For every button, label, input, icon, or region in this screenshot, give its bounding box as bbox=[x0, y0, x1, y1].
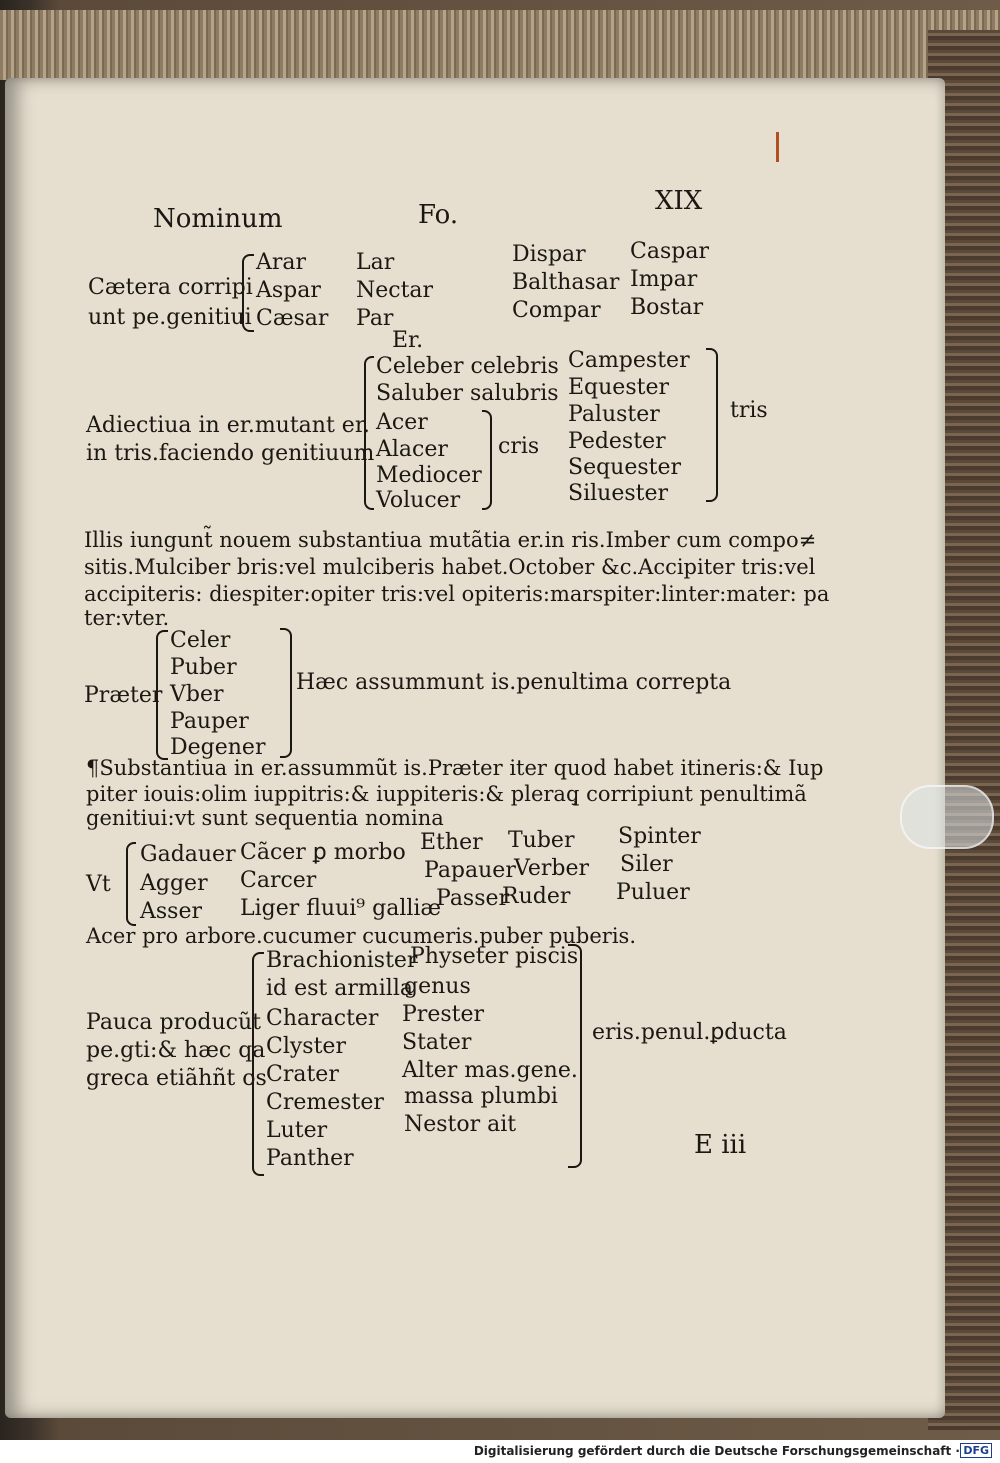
s4-c5-2: Puluer bbox=[616, 880, 690, 905]
s5-label-line1: Pauca producũt bbox=[86, 1010, 261, 1035]
s1-label-line1: Cætera corripi bbox=[88, 275, 253, 300]
s5-c1-5: Cremester bbox=[266, 1090, 384, 1115]
s5-c1-3: Clyster bbox=[266, 1034, 346, 1059]
p1-line1: Illis iungunt̃ nouem substantiua mutãtia er.in ris.Imber cum compo≠ bbox=[84, 528, 817, 552]
s5-suffix: eris.penul.ꝑducta bbox=[592, 1020, 787, 1045]
s3-word-1: Puber bbox=[170, 655, 237, 680]
s2-brace-right bbox=[706, 348, 718, 502]
s5-c2-5: massa plumbi bbox=[404, 1084, 558, 1109]
s1-brace bbox=[242, 254, 254, 332]
footer-bar bbox=[0, 1440, 1000, 1463]
s4-tail: Acer pro arbore.cucumer cucumeris.puber puberis. bbox=[86, 924, 636, 948]
s4-c4-2: Ruder bbox=[502, 884, 571, 909]
page-clip bbox=[900, 785, 994, 849]
s1-c1-2: Cæsar bbox=[256, 306, 329, 331]
s1-c4-1: Impar bbox=[630, 267, 698, 292]
s4-c3-0: Ether bbox=[420, 830, 483, 855]
bookmark-ribbon bbox=[776, 132, 779, 162]
s1-c3-2: Compar bbox=[512, 298, 601, 323]
signature-mark: E iii bbox=[694, 1130, 747, 1160]
s2-label-line2: in tris.faciendo genitiuum bbox=[86, 441, 375, 466]
s4-c2-2: Liger fluui⁹ galliæ bbox=[240, 896, 442, 921]
s2-c1-1: Saluber salubris bbox=[376, 381, 559, 406]
s2-heading: Er. bbox=[392, 328, 424, 353]
s1-c3-1: Balthasar bbox=[512, 270, 620, 295]
s5-c1-1: id est armilla bbox=[266, 976, 413, 1001]
s1-c4-0: Caspar bbox=[630, 239, 709, 264]
dfg-logo-icon: DFG bbox=[960, 1443, 992, 1458]
s4-c4-0: Tuber bbox=[508, 828, 575, 853]
running-head-left: Nominum bbox=[153, 204, 283, 234]
s2-brace-left bbox=[364, 356, 374, 510]
s1-c1-1: Aspar bbox=[256, 278, 321, 303]
s4-c1-2: Asser bbox=[140, 899, 203, 924]
s5-c2-0: Physeter piscis bbox=[410, 944, 579, 969]
s2-c1-4: Mediocer bbox=[376, 463, 482, 488]
s5-brace-right bbox=[568, 944, 582, 1168]
folio-number: XIX bbox=[655, 186, 703, 216]
s3-brace-right bbox=[280, 628, 292, 758]
s1-c2-1: Nectar bbox=[356, 278, 434, 303]
s2-suffix-mid: cris bbox=[498, 434, 540, 459]
p1-line4: ter:vter. bbox=[84, 606, 170, 630]
s5-c2-3: Stater bbox=[402, 1030, 472, 1055]
s1-c2-0: Lar bbox=[356, 250, 395, 275]
s5-c1-7: Panther bbox=[266, 1146, 354, 1171]
s2-suffix-right: tris bbox=[730, 398, 768, 423]
p2-line3: genitiui:vt sunt sequentia nomina bbox=[86, 806, 444, 830]
s4-c3-2: Passer bbox=[436, 886, 510, 911]
s5-brace-left bbox=[252, 952, 264, 1176]
s4-c5-1: Siler bbox=[620, 852, 673, 877]
s2-brace-mid bbox=[482, 410, 492, 510]
s3-label: Præter bbox=[84, 683, 163, 708]
p2-line1: ¶Substantiua in er.assummũt is.Præter iter quod habet itineris:& Iup bbox=[86, 756, 824, 780]
s2-c2-3: Pedester bbox=[568, 429, 666, 454]
s4-c1-1: Agger bbox=[140, 871, 208, 896]
s2-c1-0: Celeber celebris bbox=[376, 354, 559, 379]
s4-c1-0: Gadauer bbox=[140, 842, 236, 867]
s4-c2-0: Cãcer ꝑ morbo bbox=[240, 840, 406, 865]
footer-credit: Digitalisierung gefördert durch die Deutsche Forschungsgemeinschaft · bbox=[473, 1444, 960, 1458]
s3-brace-left bbox=[156, 630, 168, 760]
s2-label-line1: Adiectiua in er.mutant er. bbox=[86, 413, 370, 438]
p1-line3: accipiteris: diespiter:opiter tris:vel opiteris:marspiter:linter:mater: pa bbox=[84, 582, 830, 606]
s4-c5-0: Spinter bbox=[618, 824, 701, 849]
s4-c3-1: Papauer bbox=[424, 858, 516, 883]
p2-line2: piter iouis:olim iuppitris:& iuppiteris:& pleraq̧ corripiunt penultimã bbox=[86, 782, 807, 806]
s1-c3-0: Dispar bbox=[512, 242, 586, 267]
p1-line2: sitis.Mulciber bris:vel mulciberis habet.October &c.Accipiter tris:vel bbox=[84, 555, 816, 579]
s2-c1-3: Alacer bbox=[376, 437, 448, 462]
s3-word-2: Vber bbox=[170, 682, 224, 707]
s5-c1-4: Crater bbox=[266, 1062, 339, 1087]
s4-label: Vt bbox=[86, 872, 111, 897]
s2-c2-1: Equester bbox=[568, 375, 669, 400]
s4-c2-1: Carcer bbox=[240, 868, 317, 893]
s3-word-0: Celer bbox=[170, 628, 231, 653]
s1-c4-2: Bostar bbox=[630, 295, 704, 320]
page-stack-top bbox=[0, 10, 1000, 80]
s2-c2-0: Campester bbox=[568, 348, 690, 373]
s5-c2-2: Prester bbox=[402, 1002, 485, 1027]
s5-label-line3: greca etiãhñt os bbox=[86, 1066, 267, 1091]
s5-c2-1: genus bbox=[404, 974, 471, 999]
s2-c2-4: Sequester bbox=[568, 455, 682, 480]
s3-word-4: Degener bbox=[170, 735, 266, 760]
s1-c1-0: Arar bbox=[256, 250, 307, 275]
s2-c2-2: Paluster bbox=[568, 402, 660, 427]
s5-c1-0: Brachionister bbox=[266, 948, 418, 973]
s3-note: Hæc assummunt is.penultima correpta bbox=[296, 670, 732, 695]
s5-c1-6: Luter bbox=[266, 1118, 328, 1143]
s3-word-3: Pauper bbox=[170, 709, 249, 734]
s1-label-line2: unt pe.genitiui bbox=[88, 305, 252, 330]
s2-c1-5: Volucer bbox=[376, 488, 461, 513]
s5-c1-2: Character bbox=[266, 1006, 379, 1031]
s5-label-line2: pe.gti:& hæc qa bbox=[86, 1038, 266, 1063]
s4-c4-1: Verber bbox=[514, 856, 590, 881]
s2-c2-5: Siluester bbox=[568, 481, 668, 506]
folio-label: Fo. bbox=[418, 200, 459, 230]
s2-c1-2: Acer bbox=[376, 410, 428, 435]
s4-brace bbox=[126, 842, 136, 926]
s5-c2-4: Alter mas.gene. bbox=[402, 1058, 578, 1083]
s5-c2-6: Nestor ait bbox=[404, 1112, 517, 1137]
s1-c2-2: Par bbox=[356, 306, 394, 331]
